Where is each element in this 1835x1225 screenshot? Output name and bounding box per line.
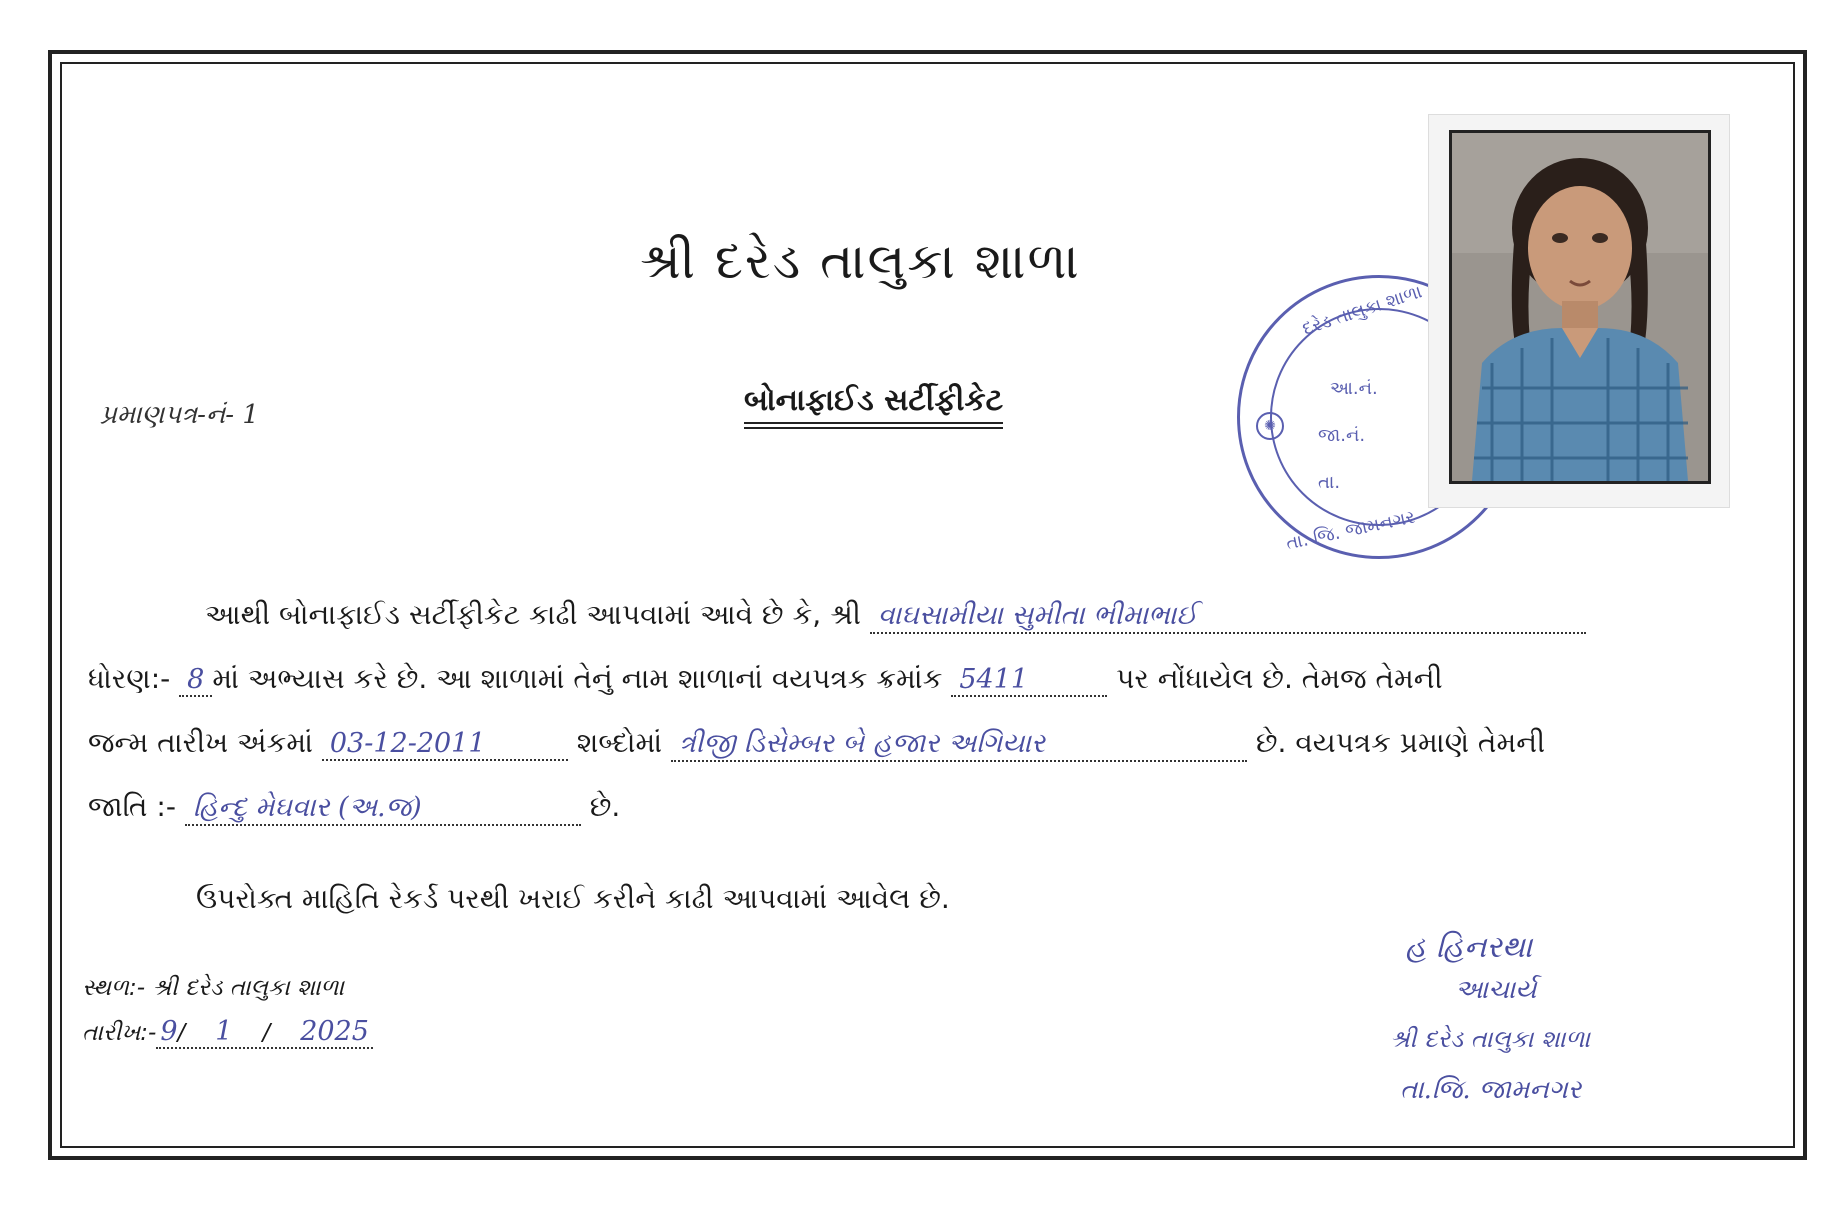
student-name: વાઘસામીયા સુમીતા ભીમાભાઈ bbox=[877, 600, 1198, 631]
body-line-1 bbox=[205, 598, 1586, 634]
student-name-field bbox=[870, 598, 1586, 634]
standard-value: 8 bbox=[187, 664, 205, 695]
birth-date-words: ત્રીજી ડિસેમ્બર બે હજાર અગિયાર bbox=[679, 728, 1045, 759]
date-month: 1 bbox=[215, 1016, 233, 1047]
line4-end: છે. bbox=[589, 790, 621, 823]
body-line-5 bbox=[196, 882, 950, 916]
signature-district-line: તા.જિ. જામનગર bbox=[1400, 1075, 1582, 1105]
birth-date-label: જન્મ તારીખ અંકમાં bbox=[88, 726, 313, 759]
date-label: તારીખ:- bbox=[82, 1020, 157, 1046]
line3-text-b: છે. વયપત્રક પ્રમાણે તેમની bbox=[1255, 726, 1546, 759]
date-field: 9/ 1 / 2025 bbox=[156, 1016, 373, 1049]
date-day: 9 bbox=[160, 1016, 178, 1047]
date-line bbox=[82, 1016, 373, 1049]
place-label: સ્થળ:- bbox=[82, 975, 146, 1001]
school-name-title: શ્રી દરેડ તાલુકા શાળા bbox=[640, 232, 1081, 290]
certificate-title: બોનાફાઈડ સર્ટીફીકેટ bbox=[744, 383, 1003, 424]
verification-statement: ઉપરોક્ત માહિતિ રેકર્ડ પરથી ખરાઈ કરીને કાઢી આપવામાં આવેલ છે. bbox=[196, 882, 950, 915]
principal-signature: હ હિનરથા bbox=[1405, 930, 1533, 965]
body-line-4 bbox=[88, 790, 620, 826]
line2-text-b: પર નોંધાયેલ છે. તેમજ તેમની bbox=[1116, 662, 1443, 695]
stamp-line-b: જા.નં. bbox=[1318, 425, 1366, 446]
signature-school-line: શ્રી દરેડ તાલુકા શાળા bbox=[1390, 1025, 1591, 1053]
line2-text-a: માં અભ્યાસ કરે છે. આ શાળામાં તેનું નામ શાળાનાં વયપત્રક ક્રમાંક bbox=[212, 662, 943, 695]
register-number: 5411 bbox=[959, 664, 1029, 695]
birth-date-words-label: શબ્દોમાં bbox=[576, 726, 663, 759]
stamp-line-c: તા. bbox=[1318, 472, 1341, 493]
birth-date-digits: 03-12-2011 bbox=[329, 728, 486, 759]
principal-designation: આચાર્ય bbox=[1455, 975, 1537, 1005]
stamp-star-icon: ✺ bbox=[1256, 412, 1284, 440]
caste-field bbox=[185, 790, 581, 826]
body-line-2 bbox=[88, 662, 1443, 697]
birth-date-digits-field bbox=[322, 726, 568, 761]
standard-label: ધોરણ:- bbox=[88, 662, 171, 695]
stamp-bottom-text: તા. જિ. જામનગર bbox=[1284, 506, 1417, 555]
caste-value: હિન્દુ મેઘવાર (અ.જ) bbox=[192, 792, 422, 823]
place-value: શ્રી દરેડ તાલુકા શાળા bbox=[152, 975, 345, 1001]
standard-field bbox=[179, 662, 212, 697]
body-line-3 bbox=[88, 726, 1545, 762]
register-number-field bbox=[951, 662, 1107, 697]
student-portrait-image bbox=[1452, 133, 1708, 481]
reference-number: પ્રમાણપત્ર-નં- 1 bbox=[100, 400, 259, 430]
student-photo bbox=[1449, 130, 1711, 484]
line1-text: આથી બોનાફાઈડ સર્ટીફીકેટ કાઢી આપવામાં આવે છે કે, શ્રી bbox=[205, 598, 861, 631]
stamp-line-a: આ.નં. bbox=[1330, 378, 1378, 399]
place-line bbox=[82, 975, 344, 1001]
caste-label: જાતિ :- bbox=[88, 790, 176, 823]
stamp-top-text: દરેડ તાલુકા શાળા bbox=[1299, 281, 1425, 340]
birth-date-words-field bbox=[671, 726, 1247, 762]
date-year: 2025 bbox=[300, 1016, 369, 1047]
